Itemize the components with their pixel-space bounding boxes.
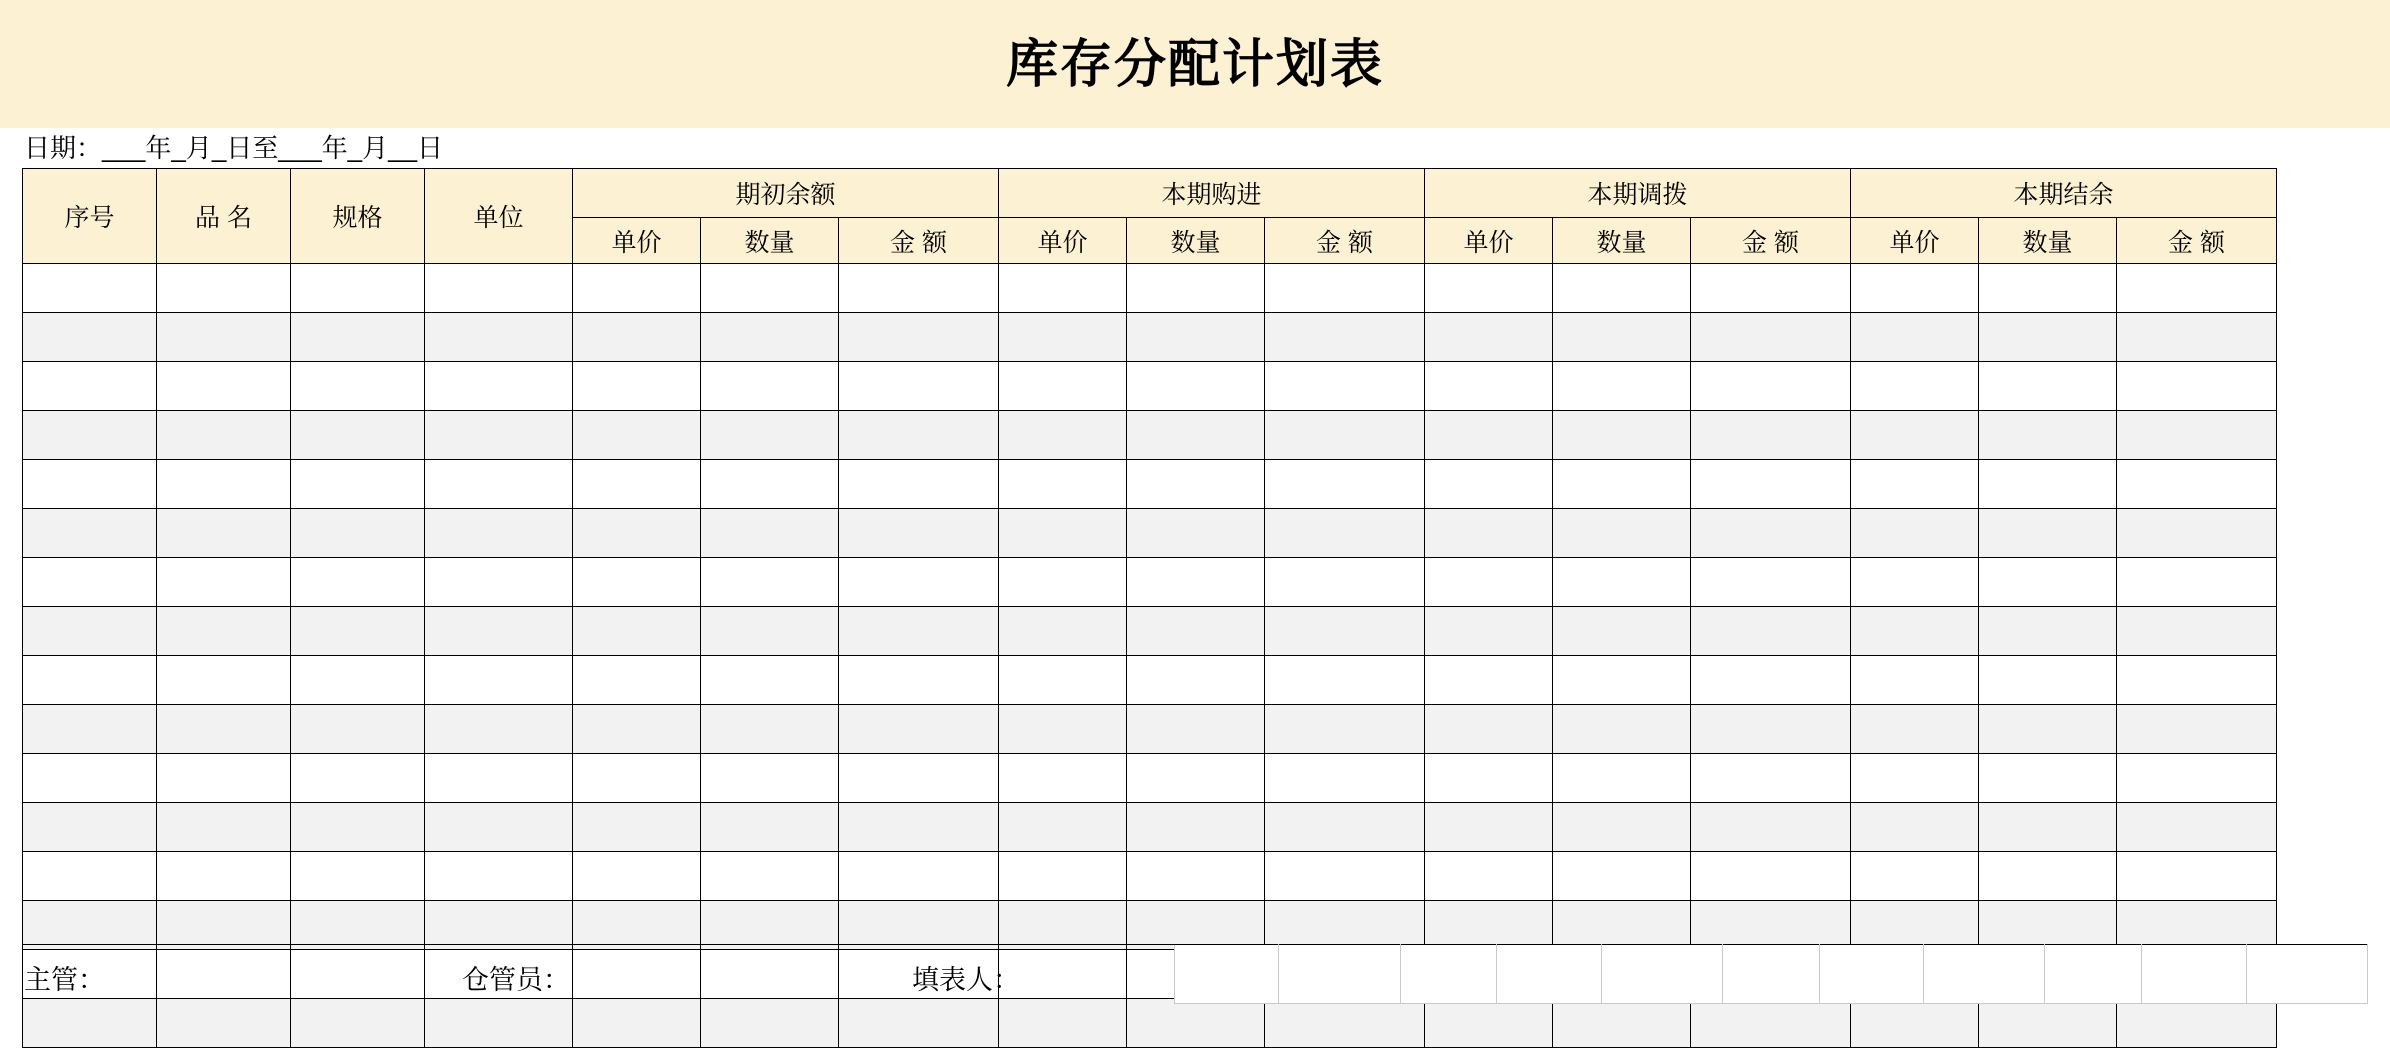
table-cell[interactable] — [701, 509, 839, 558]
table-cell[interactable] — [999, 705, 1127, 754]
page-title: 库存分配计划表 — [1005, 36, 1384, 94]
table-cell[interactable] — [1127, 313, 1265, 362]
table-cell[interactable] — [157, 362, 291, 411]
footer-cell[interactable] — [1497, 945, 1601, 1004]
table-cell[interactable] — [1553, 264, 1691, 313]
table-row[interactable] — [23, 999, 2277, 1048]
table-cell[interactable] — [701, 313, 839, 362]
footer-cell[interactable] — [1175, 945, 1279, 1004]
table-cell[interactable] — [999, 852, 1127, 901]
table-cell[interactable] — [1425, 999, 1553, 1048]
table-cell[interactable] — [157, 264, 291, 313]
table-cell[interactable] — [1553, 705, 1691, 754]
table-cell[interactable] — [23, 460, 157, 509]
subcolumn-header-transfer-qty: 数量 — [1553, 218, 1691, 264]
table-cell[interactable] — [157, 558, 291, 607]
table-cell[interactable] — [701, 705, 839, 754]
table-cell[interactable] — [1979, 411, 2117, 460]
table-cell[interactable] — [1979, 852, 2117, 901]
table-cell[interactable] — [839, 411, 999, 460]
table-cell[interactable] — [573, 509, 701, 558]
table-cell[interactable] — [157, 607, 291, 656]
table-cell[interactable] — [573, 803, 701, 852]
table-cell[interactable] — [999, 362, 1127, 411]
table-cell[interactable] — [701, 460, 839, 509]
table-cell[interactable] — [1851, 607, 1979, 656]
table-cell[interactable] — [1851, 754, 1979, 803]
table-cell[interactable] — [1265, 362, 1425, 411]
footer-cell[interactable] — [1924, 945, 2045, 1004]
table-cell[interactable] — [573, 705, 701, 754]
table-body — [23, 264, 2277, 1048]
table-cell[interactable] — [157, 313, 291, 362]
table-cell[interactable] — [425, 852, 573, 901]
table-cell[interactable] — [1691, 313, 1851, 362]
footer-cell[interactable] — [1400, 945, 1497, 1004]
table-cell[interactable] — [23, 509, 157, 558]
table-cell[interactable] — [23, 558, 157, 607]
signature-labels — [22, 944, 1172, 1004]
table-cell[interactable] — [425, 460, 573, 509]
subcolumn-header-opening-amount: 金 额 — [839, 218, 999, 264]
supervisor-label: 主管： — [24, 965, 105, 995]
table-cell[interactable] — [839, 705, 999, 754]
footer-cell[interactable] — [2142, 945, 2246, 1004]
table-cell[interactable] — [291, 803, 425, 852]
table-cell[interactable] — [1979, 558, 2117, 607]
table-row[interactable] — [23, 852, 2277, 901]
table-cell[interactable] — [2117, 999, 2277, 1048]
table-cell[interactable] — [1851, 460, 1979, 509]
table-cell[interactable] — [23, 754, 157, 803]
inventory-allocation-table — [22, 168, 2277, 1048]
table-cell[interactable] — [1851, 803, 1979, 852]
table-cell[interactable] — [425, 607, 573, 656]
table-row[interactable] — [23, 558, 2277, 607]
table-cell[interactable] — [573, 362, 701, 411]
table-cell[interactable] — [1691, 754, 1851, 803]
table-cell[interactable] — [1979, 803, 2117, 852]
table-cell[interactable] — [1127, 901, 1265, 950]
table-cell[interactable] — [1553, 362, 1691, 411]
table-cell[interactable] — [1265, 509, 1425, 558]
table-cell[interactable] — [2117, 411, 2277, 460]
table-cell[interactable] — [1425, 656, 1553, 705]
table-cell[interactable] — [291, 509, 425, 558]
table-cell[interactable] — [1979, 264, 2117, 313]
table-cell[interactable] — [1553, 607, 1691, 656]
table-row[interactable] — [23, 754, 2277, 803]
table-cell[interactable] — [1127, 558, 1265, 607]
table-cell[interactable] — [2117, 362, 2277, 411]
column-header-unit: 单位 — [425, 169, 573, 264]
table-cell[interactable] — [839, 558, 999, 607]
table-cell[interactable] — [1851, 558, 1979, 607]
table-cell[interactable] — [2117, 264, 2277, 313]
table-header-row-1 — [23, 169, 2277, 218]
table-cell[interactable] — [23, 411, 157, 460]
table-row[interactable] — [23, 656, 2277, 705]
table-cell[interactable] — [2117, 754, 2277, 803]
table-cell[interactable] — [701, 901, 839, 950]
title-band — [0, 0, 2390, 128]
footer-cells — [1174, 944, 2368, 1004]
table-cell[interactable] — [999, 509, 1127, 558]
table-cell[interactable] — [839, 901, 999, 950]
subcolumn-header-closing-qty: 数量 — [1979, 218, 2117, 264]
table-cell[interactable] — [1127, 411, 1265, 460]
table-cell[interactable] — [1265, 901, 1425, 950]
table-cell[interactable] — [23, 362, 157, 411]
table-cell[interactable] — [1979, 705, 2117, 754]
table-row[interactable] — [23, 803, 2277, 852]
table-cell[interactable] — [157, 852, 291, 901]
table-cell[interactable] — [1265, 460, 1425, 509]
table-cell[interactable] — [291, 411, 425, 460]
table-cell[interactable] — [291, 313, 425, 362]
column-header-spec: 规格 — [291, 169, 425, 264]
table-cell[interactable] — [1127, 754, 1265, 803]
table-cell[interactable] — [425, 509, 573, 558]
table-cell[interactable] — [999, 264, 1127, 313]
table-cell[interactable] — [1265, 705, 1425, 754]
table-cell[interactable] — [701, 558, 839, 607]
table-cell[interactable] — [1265, 607, 1425, 656]
table-cell[interactable] — [1851, 313, 1979, 362]
table-cell[interactable] — [157, 901, 291, 950]
table-cell[interactable] — [999, 313, 1127, 362]
subcolumn-header-closing-amount: 金 额 — [2117, 218, 2277, 264]
table-cell[interactable] — [1691, 558, 1851, 607]
preparer-label: 填表人： — [912, 965, 1020, 995]
footer-cell[interactable] — [2246, 945, 2367, 1004]
table-cell[interactable] — [701, 607, 839, 656]
table-cell[interactable] — [23, 313, 157, 362]
table-cell[interactable] — [1127, 852, 1265, 901]
footer-cell[interactable] — [1819, 945, 1923, 1004]
table-cell[interactable] — [1979, 362, 2117, 411]
table-cell[interactable] — [1851, 901, 1979, 950]
table-cell[interactable] — [1553, 509, 1691, 558]
table-cell[interactable] — [701, 411, 839, 460]
table-cell[interactable] — [1851, 264, 1979, 313]
table-cell[interactable] — [291, 362, 425, 411]
subcolumn-header-transfer-price: 单价 — [1425, 218, 1553, 264]
table-row[interactable] — [23, 411, 2277, 460]
subcolumn-header-purchase-qty: 数量 — [1127, 218, 1265, 264]
table-cell[interactable] — [1425, 509, 1553, 558]
table-cell[interactable] — [291, 754, 425, 803]
table-cell[interactable] — [1265, 411, 1425, 460]
subcolumn-header-opening-qty: 数量 — [701, 218, 839, 264]
table-cell[interactable] — [291, 607, 425, 656]
table-cell[interactable] — [425, 705, 573, 754]
table-cell[interactable] — [573, 558, 701, 607]
table-cell[interactable] — [1265, 656, 1425, 705]
table-cell[interactable] — [573, 754, 701, 803]
table-cell[interactable] — [2117, 901, 2277, 950]
table-cell[interactable] — [1425, 460, 1553, 509]
table-cell[interactable] — [2117, 313, 2277, 362]
table-cell[interactable] — [839, 607, 999, 656]
table-cell[interactable] — [1851, 999, 1979, 1048]
table-cell[interactable] — [839, 313, 999, 362]
table-cell[interactable] — [573, 264, 701, 313]
footer-cell[interactable] — [1723, 945, 1820, 1004]
table-cell[interactable] — [1851, 705, 1979, 754]
table-cell[interactable] — [839, 362, 999, 411]
table-cell[interactable] — [1553, 999, 1691, 1048]
table-cell[interactable] — [2117, 607, 2277, 656]
table-cell[interactable] — [1979, 754, 2117, 803]
table-cell[interactable] — [23, 705, 157, 754]
table-cell[interactable] — [425, 999, 573, 1048]
table-row[interactable] — [23, 509, 2277, 558]
group-header-transfers: 本期调拨 — [1425, 169, 1851, 218]
table-cell[interactable] — [1691, 411, 1851, 460]
table-cell[interactable] — [839, 509, 999, 558]
table-cell[interactable] — [291, 558, 425, 607]
table-cell[interactable] — [425, 411, 573, 460]
table-cell[interactable] — [2117, 705, 2277, 754]
table-row[interactable] — [23, 362, 2277, 411]
date-range-label: 日期：___年_月_日至___年_月__日 — [24, 133, 444, 163]
table-cell[interactable] — [291, 852, 425, 901]
table-cell[interactable] — [1979, 656, 2117, 705]
table-cell[interactable] — [1425, 705, 1553, 754]
table-cell[interactable] — [999, 460, 1127, 509]
table-cell[interactable] — [157, 509, 291, 558]
table-cell[interactable] — [701, 754, 839, 803]
table-cell[interactable] — [1127, 460, 1265, 509]
table-cell[interactable] — [1553, 411, 1691, 460]
table-cell[interactable] — [1553, 901, 1691, 950]
table-cell[interactable] — [999, 411, 1127, 460]
table-cell[interactable] — [1691, 803, 1851, 852]
table-cell[interactable] — [1691, 509, 1851, 558]
table-cell[interactable] — [1691, 852, 1851, 901]
table-cell[interactable] — [1691, 607, 1851, 656]
table-cell[interactable] — [1425, 264, 1553, 313]
table-cell[interactable] — [701, 362, 839, 411]
table-cell[interactable] — [573, 460, 701, 509]
table-cell[interactable] — [1127, 803, 1265, 852]
table-cell[interactable] — [1127, 362, 1265, 411]
table-cell[interactable] — [425, 656, 573, 705]
table-cell[interactable] — [425, 313, 573, 362]
table-cell[interactable] — [157, 656, 291, 705]
table-cell[interactable] — [23, 607, 157, 656]
table-cell[interactable] — [573, 607, 701, 656]
table-cell[interactable] — [1265, 754, 1425, 803]
table-row[interactable] — [23, 313, 2277, 362]
table-cell[interactable] — [839, 264, 999, 313]
table-row[interactable] — [23, 264, 2277, 313]
table-cell[interactable] — [573, 656, 701, 705]
subcolumn-header-purchase-price: 单价 — [999, 218, 1127, 264]
table-cell[interactable] — [1851, 852, 1979, 901]
table-cell[interactable] — [839, 999, 999, 1048]
table-cell[interactable] — [2117, 852, 2277, 901]
table-cell[interactable] — [1553, 656, 1691, 705]
group-header-purchases: 本期购进 — [999, 169, 1425, 218]
table-cell[interactable] — [701, 803, 839, 852]
table-cell[interactable] — [1127, 607, 1265, 656]
table-cell[interactable] — [999, 558, 1127, 607]
table-cell[interactable] — [23, 999, 157, 1048]
table-cell[interactable] — [1425, 852, 1553, 901]
table-cell[interactable] — [1553, 313, 1691, 362]
table-cell[interactable] — [839, 460, 999, 509]
table-cell[interactable] — [701, 999, 839, 1048]
table-cell[interactable] — [999, 803, 1127, 852]
table-cell[interactable] — [1127, 705, 1265, 754]
table-cell[interactable] — [2117, 656, 2277, 705]
table-cell[interactable] — [157, 460, 291, 509]
table-cell[interactable] — [425, 754, 573, 803]
table-cell[interactable] — [839, 754, 999, 803]
warehouse-keeper-label: 仓管员： — [462, 965, 570, 995]
table-cell[interactable] — [999, 607, 1127, 656]
table-cell[interactable] — [23, 852, 157, 901]
table-cell[interactable] — [1265, 803, 1425, 852]
table-cell[interactable] — [573, 852, 701, 901]
table-cell[interactable] — [1553, 558, 1691, 607]
column-header-name: 品 名 — [157, 169, 291, 264]
subcolumn-header-opening-price: 单价 — [573, 218, 701, 264]
table-cell[interactable] — [573, 999, 701, 1048]
subcolumn-header-transfer-amount: 金 额 — [1691, 218, 1851, 264]
table-cell[interactable] — [157, 705, 291, 754]
table-cell[interactable] — [839, 656, 999, 705]
table-row[interactable] — [23, 705, 2277, 754]
table-cell[interactable] — [2117, 509, 2277, 558]
table-cell[interactable] — [1979, 999, 2117, 1048]
table-cell[interactable] — [701, 264, 839, 313]
table-cell[interactable] — [999, 754, 1127, 803]
table-cell[interactable] — [291, 999, 425, 1048]
table-cell[interactable] — [1691, 999, 1851, 1048]
table-cell[interactable] — [1425, 901, 1553, 950]
table-cell[interactable] — [1127, 999, 1265, 1048]
table-cell[interactable] — [2117, 558, 2277, 607]
table-cell[interactable] — [425, 264, 573, 313]
footer-cell[interactable] — [2045, 945, 2142, 1004]
signature-footer — [22, 944, 2368, 1004]
group-header-closing-balance: 本期结余 — [1851, 169, 2277, 218]
table-cell[interactable] — [1553, 852, 1691, 901]
table-cell[interactable] — [1979, 313, 2117, 362]
table-cell[interactable] — [1425, 754, 1553, 803]
table-cell[interactable] — [1851, 656, 1979, 705]
table-cell[interactable] — [999, 656, 1127, 705]
table-cell[interactable] — [1691, 901, 1851, 950]
table-cell[interactable] — [701, 656, 839, 705]
table-cell[interactable] — [23, 264, 157, 313]
table-cell[interactable] — [1265, 264, 1425, 313]
table-cell[interactable] — [1127, 264, 1265, 313]
table-cell[interactable] — [573, 313, 701, 362]
table-cell[interactable] — [1691, 705, 1851, 754]
subcolumn-header-closing-price: 单价 — [1851, 218, 1979, 264]
table-cell[interactable] — [425, 901, 573, 950]
table-cell[interactable] — [999, 901, 1127, 950]
table-cell[interactable] — [291, 264, 425, 313]
table-cell[interactable] — [1979, 607, 2117, 656]
table-cell[interactable] — [1691, 656, 1851, 705]
subcolumn-header-purchase-amount: 金 额 — [1265, 218, 1425, 264]
table-cell[interactable] — [1265, 852, 1425, 901]
table-cell[interactable] — [2117, 460, 2277, 509]
table-cell[interactable] — [1425, 313, 1553, 362]
table-cell[interactable] — [23, 656, 157, 705]
column-header-seq: 序号 — [23, 169, 157, 264]
table-cell[interactable] — [291, 705, 425, 754]
table-cell[interactable] — [1851, 411, 1979, 460]
table-cell[interactable] — [23, 803, 157, 852]
table-cell[interactable] — [573, 411, 701, 460]
table-cell[interactable] — [2117, 803, 2277, 852]
table-cell[interactable] — [1265, 313, 1425, 362]
table-cell[interactable] — [1265, 558, 1425, 607]
table-cell[interactable] — [291, 656, 425, 705]
table-row[interactable] — [23, 901, 2277, 950]
table-cell[interactable] — [425, 362, 573, 411]
table-cell[interactable] — [1553, 460, 1691, 509]
table-cell[interactable] — [573, 901, 701, 950]
table-row[interactable] — [23, 460, 2277, 509]
table-cell[interactable] — [1691, 460, 1851, 509]
table-cell[interactable] — [1553, 803, 1691, 852]
table-cell[interactable] — [1425, 362, 1553, 411]
group-header-opening-balance: 期初余额 — [573, 169, 999, 218]
table-cell[interactable] — [701, 852, 839, 901]
table-cell[interactable] — [1127, 509, 1265, 558]
table-cell[interactable] — [157, 411, 291, 460]
table-cell[interactable] — [1979, 509, 2117, 558]
table-cell[interactable] — [157, 803, 291, 852]
table-cell[interactable] — [1425, 411, 1553, 460]
table-row[interactable] — [23, 607, 2277, 656]
table-cell[interactable] — [1979, 460, 2117, 509]
table-cell[interactable] — [291, 460, 425, 509]
footer-cell[interactable] — [1601, 945, 1722, 1004]
table-cell[interactable] — [157, 999, 291, 1048]
table-cell[interactable] — [839, 803, 999, 852]
table-cell[interactable] — [1425, 607, 1553, 656]
table-cell[interactable] — [425, 803, 573, 852]
table-cell[interactable] — [1127, 656, 1265, 705]
footer-cell[interactable] — [1279, 945, 1400, 1004]
table-cell[interactable] — [1691, 264, 1851, 313]
table-cell[interactable] — [1851, 509, 1979, 558]
table-cell[interactable] — [1265, 999, 1425, 1048]
table-cell[interactable] — [1553, 754, 1691, 803]
table-cell[interactable] — [839, 852, 999, 901]
table-cell[interactable] — [1691, 362, 1851, 411]
table-cell[interactable] — [157, 754, 291, 803]
footer-row — [1175, 945, 2368, 1004]
table-cell[interactable] — [291, 901, 425, 950]
table-cell[interactable] — [1979, 901, 2117, 950]
table-cell[interactable] — [999, 999, 1127, 1048]
table-cell[interactable] — [1851, 362, 1979, 411]
table-cell[interactable] — [425, 558, 573, 607]
table-cell[interactable] — [23, 901, 157, 950]
table-cell[interactable] — [1425, 803, 1553, 852]
table-cell[interactable] — [1425, 558, 1553, 607]
